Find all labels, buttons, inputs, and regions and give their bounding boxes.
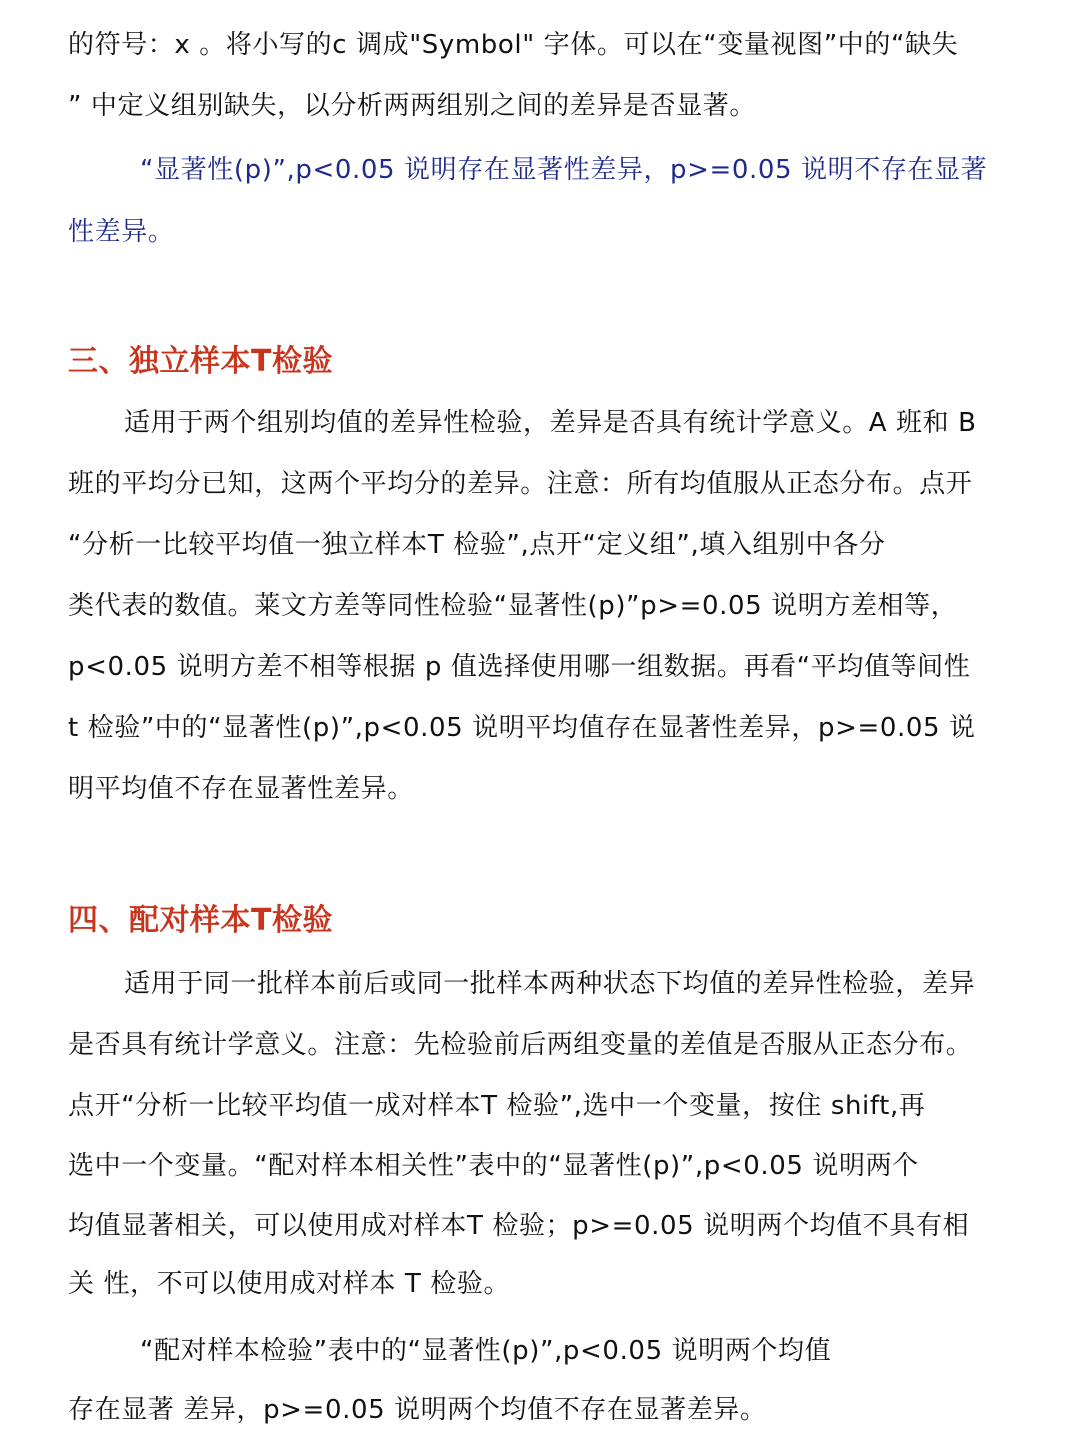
intro-note-line-2: 性差异。: [68, 217, 175, 247]
intro-line-2: ” 中定义组别缺失，以分析两两组别之间的差异是否显著。: [68, 91, 756, 121]
section-3-line-1: 适用于两个组别均值的差异性检验，差异是否具有统计学意义。A 班和 B: [124, 408, 977, 438]
section-4-line-4: 选中一个变量。“配对样本相关性”表中的“显著性(p)”,p<0.05 说明两个: [68, 1151, 919, 1181]
section-3-line-7: 明平均值不存在显著性差异。: [68, 774, 414, 804]
section-4-line-6: 关 性，不可以使用成对样本 T 检验。: [68, 1269, 511, 1299]
section-3-line-6: t 检验”中的“显著性(p)”,p<0.05 说明平均值存在显著性差异，p>=0.05 说: [68, 713, 976, 743]
section-4-note-line-2: 存在显著 差异，p>=0.05 说明两个均值不存在显著差异。: [68, 1395, 767, 1425]
section-3-line-3: “分析一比较平均值一独立样本T 检验”,点开“定义组”,填入组别中各分: [68, 530, 886, 560]
section-4-line-1: 适用于同一批样本前后或同一批样本两种状态下均值的差异性检验，差异: [124, 969, 976, 999]
section-3-heading: 三、独立样本T检验: [68, 344, 333, 379]
intro-line-1: 的符号：x 。将小写的c 调成"Symbol" 字体。可以在“变量视图”中的“缺失: [68, 30, 959, 60]
section-3-line-5: p<0.05 说明方差不相等根据 p 值选择使用哪一组数据。再看“平均值等间性: [68, 652, 971, 682]
section-4-note-line-1: “配对样本检验”表中的“显著性(p)”,p<0.05 说明两个均值: [140, 1336, 832, 1366]
section-4-heading: 四、配对样本T检验: [68, 903, 333, 938]
section-4-line-3: 点开“分析一比较平均值一成对样本T 检验”,选中一个变量，按住 shift,再: [68, 1091, 926, 1121]
intro-note-line-1: “显著性(p)”,p<0.05 说明存在显著性差异，p>=0.05 说明不存在显著: [140, 155, 988, 185]
section-3-line-4: 类代表的数值。莱文方差等同性检验“显著性(p)”p>=0.05 说明方差相等，: [68, 591, 958, 621]
section-4-line-2: 是否具有统计学意义。注意：先检验前后两组变量的差值是否服从正态分布。: [68, 1030, 973, 1060]
section-4-line-5: 均值显著相关，可以使用成对样本T 检验；p>=0.05 说明两个均值不具有相: [68, 1211, 970, 1241]
section-3-line-2: 班的平均分已知，这两个平均分的差异。注意：所有均值服从正态分布。点开: [68, 469, 973, 499]
